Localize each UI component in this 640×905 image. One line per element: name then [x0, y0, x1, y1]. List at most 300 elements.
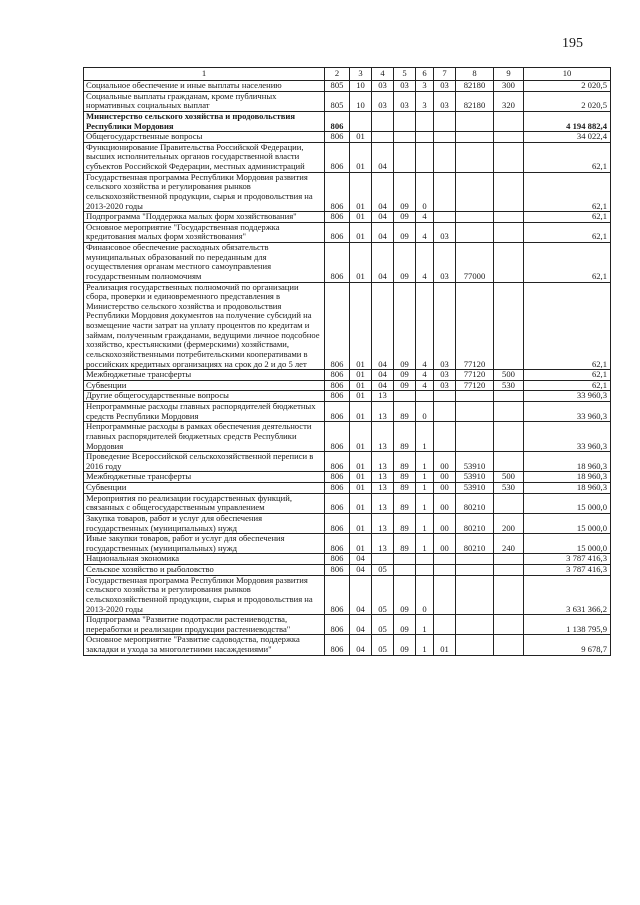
code-rz: 04: [350, 565, 372, 576]
code-sub: 3: [416, 91, 434, 111]
row-amount: 62,1: [524, 243, 611, 283]
code-gr: 806: [325, 142, 350, 172]
row-amount: 34 022,4: [524, 132, 611, 143]
code-prog: 89: [394, 472, 416, 483]
code-pr: 13: [372, 391, 394, 402]
code-sub: 1: [416, 472, 434, 483]
code-prog: [394, 142, 416, 172]
row-name: Проведение Всероссийской сельскохозяйственной переписи в 2016 году: [84, 452, 325, 472]
code-direction: 82180: [456, 91, 494, 111]
code-prog: 09: [394, 222, 416, 242]
code-sub: 1: [416, 422, 434, 452]
table-row: [84, 111, 611, 131]
code-prog: 03: [394, 91, 416, 111]
row-name: Закупка товаров, работ и услуг для обеспечения государственных (муниципальных) нужд: [84, 513, 325, 533]
code-direction: [456, 554, 494, 565]
code-direction: 77000: [456, 243, 494, 283]
column-header: 8: [456, 68, 494, 81]
code-event: 01: [434, 635, 456, 655]
code-event: 03: [434, 282, 456, 370]
code-rz: 01: [350, 243, 372, 283]
code-direction: 77120: [456, 370, 494, 381]
code-pr: 05: [372, 565, 394, 576]
code-pr: 04: [372, 172, 394, 212]
row-amount: 9 678,7: [524, 635, 611, 655]
code-rz: 01: [350, 534, 372, 554]
code-prog: [394, 132, 416, 143]
code-event: 03: [434, 91, 456, 111]
code-gr: 806: [325, 222, 350, 242]
code-prog: 09: [394, 380, 416, 391]
table-row: [84, 534, 611, 554]
table-row: [84, 222, 611, 242]
column-header: 10: [524, 68, 611, 81]
code-direction: [456, 615, 494, 635]
code-pr: 13: [372, 402, 394, 422]
table-row: [84, 243, 611, 283]
code-vr: [494, 282, 524, 370]
row-name: Мероприятия по реализации государственных функций, связанных с общегосударственным управлением: [84, 493, 325, 513]
table-row: [84, 493, 611, 513]
code-event: 03: [434, 222, 456, 242]
code-pr: 04: [372, 380, 394, 391]
code-rz: 04: [350, 554, 372, 565]
row-amount: 15 000,0: [524, 493, 611, 513]
code-rz: [350, 111, 372, 131]
column-header: 9: [494, 68, 524, 81]
code-direction: [456, 142, 494, 172]
row-amount: 18 960,3: [524, 472, 611, 483]
table-row: [84, 81, 611, 92]
code-event: 03: [434, 81, 456, 92]
code-event: [434, 132, 456, 143]
code-rz: 01: [350, 483, 372, 494]
table-row: [84, 565, 611, 576]
code-event: 03: [434, 243, 456, 283]
table-header-row: [84, 68, 611, 81]
code-event: [434, 212, 456, 223]
code-prog: 09: [394, 615, 416, 635]
code-prog: 89: [394, 493, 416, 513]
code-sub: 4: [416, 380, 434, 391]
code-event: 03: [434, 380, 456, 391]
code-pr: [372, 132, 394, 143]
code-rz: 01: [350, 142, 372, 172]
code-pr: 05: [372, 615, 394, 635]
budget-table-body: [84, 68, 611, 656]
code-direction: 53910: [456, 483, 494, 494]
table-row: [84, 391, 611, 402]
code-event: [434, 565, 456, 576]
code-rz: 10: [350, 81, 372, 92]
code-vr: 530: [494, 483, 524, 494]
code-pr: 13: [372, 422, 394, 452]
code-event: [434, 554, 456, 565]
row-amount: 18 960,3: [524, 452, 611, 472]
table-row: [84, 172, 611, 212]
code-rz: 01: [350, 513, 372, 533]
column-header: 1: [84, 68, 325, 81]
code-vr: [494, 402, 524, 422]
code-prog: 89: [394, 534, 416, 554]
code-pr: [372, 111, 394, 131]
row-name: Другие общегосударственные вопросы: [84, 391, 325, 402]
row-amount: 62,1: [524, 370, 611, 381]
code-vr: [494, 575, 524, 615]
code-gr: 806: [325, 172, 350, 212]
row-name: Межбюджетные трансферты: [84, 472, 325, 483]
code-vr: [494, 132, 524, 143]
code-rz: 01: [350, 422, 372, 452]
code-event: 00: [434, 472, 456, 483]
row-amount: 2 020,5: [524, 81, 611, 92]
row-amount: 62,1: [524, 282, 611, 370]
table-row: [84, 402, 611, 422]
table-row: [84, 282, 611, 370]
code-event: 00: [434, 513, 456, 533]
row-name: Функционирование Правительства Российской Федерации, высших исполнительных органов государственной власти субъектов Российской Федерации, местных администраций: [84, 142, 325, 172]
code-vr: [494, 565, 524, 576]
code-prog: 09: [394, 282, 416, 370]
table-row: [84, 132, 611, 143]
column-header: 7: [434, 68, 456, 81]
code-pr: 04: [372, 212, 394, 223]
row-name: Государственная программа Республики Мордовия развития сельского хозяйства и регулирования рынков сельскохозяйственной продукции, сырья и продовольствия на 2013-2020 годы: [84, 575, 325, 615]
code-sub: 0: [416, 575, 434, 615]
row-amount: 1 138 795,9: [524, 615, 611, 635]
row-amount: 33 960,3: [524, 391, 611, 402]
table-row: [84, 554, 611, 565]
code-rz: 01: [350, 132, 372, 143]
row-name: Социальные выплаты гражданам, кроме публичных нормативных социальных выплат: [84, 91, 325, 111]
code-rz: 01: [350, 472, 372, 483]
code-prog: 89: [394, 513, 416, 533]
code-gr: 806: [325, 513, 350, 533]
code-direction: 77120: [456, 380, 494, 391]
code-rz: 01: [350, 222, 372, 242]
code-gr: 806: [325, 402, 350, 422]
code-prog: 09: [394, 575, 416, 615]
code-direction: 80210: [456, 513, 494, 533]
code-direction: [456, 575, 494, 615]
code-prog: [394, 554, 416, 565]
code-sub: 4: [416, 243, 434, 283]
code-pr: 13: [372, 472, 394, 483]
row-amount: 62,1: [524, 212, 611, 223]
code-rz: 01: [350, 452, 372, 472]
code-gr: 806: [325, 243, 350, 283]
code-rz: 01: [350, 282, 372, 370]
row-name: Иные закупки товаров, работ и услуг для обеспечения государственных (муниципальных) нужд: [84, 534, 325, 554]
code-direction: [456, 111, 494, 131]
table-row: [84, 422, 611, 452]
code-vr: [494, 422, 524, 452]
code-vr: [494, 615, 524, 635]
code-pr: 04: [372, 222, 394, 242]
row-amount: 3 787 416,3: [524, 554, 611, 565]
code-event: [434, 402, 456, 422]
code-gr: 806: [325, 472, 350, 483]
code-vr: 200: [494, 513, 524, 533]
code-sub: 4: [416, 212, 434, 223]
code-sub: 1: [416, 513, 434, 533]
code-vr: 300: [494, 81, 524, 92]
code-vr: [494, 554, 524, 565]
code-rz: 04: [350, 575, 372, 615]
column-header: 4: [372, 68, 394, 81]
row-name: Государственная программа Республики Мордовия развития сельского хозяйства и регулирования рынков сельскохозяйственной продукции, сырья и продовольствия на 2013-2020 годы: [84, 172, 325, 212]
code-gr: 805: [325, 91, 350, 111]
code-vr: [494, 111, 524, 131]
row-name: Подпрограмма "Поддержка малых форм хозяйствования": [84, 212, 325, 223]
code-sub: 4: [416, 370, 434, 381]
code-direction: [456, 222, 494, 242]
row-name: Национальная экономика: [84, 554, 325, 565]
code-gr: 805: [325, 81, 350, 92]
code-pr: [372, 554, 394, 565]
row-amount: 33 960,3: [524, 402, 611, 422]
code-gr: 806: [325, 111, 350, 131]
code-vr: 500: [494, 472, 524, 483]
code-gr: 806: [325, 132, 350, 143]
row-name: Основное мероприятие "Развитие садоводства, поддержка закладки и ухода за многолетними насаждениями": [84, 635, 325, 655]
row-name: Финансовое обеспечение расходных обязательств муниципальных образований по переданным для осуществления органам местного самоуправления государственным полномочиям: [84, 243, 325, 283]
code-gr: 806: [325, 493, 350, 513]
code-pr: 03: [372, 81, 394, 92]
code-event: 00: [434, 452, 456, 472]
code-gr: 806: [325, 615, 350, 635]
code-sub: 4: [416, 222, 434, 242]
code-gr: 806: [325, 534, 350, 554]
row-amount: 33 960,3: [524, 422, 611, 452]
code-sub: 1: [416, 615, 434, 635]
code-pr: 13: [372, 534, 394, 554]
code-sub: [416, 554, 434, 565]
code-sub: 0: [416, 402, 434, 422]
column-header: 5: [394, 68, 416, 81]
code-pr: 13: [372, 513, 394, 533]
code-sub: 1: [416, 534, 434, 554]
code-event: [434, 575, 456, 615]
row-name: Субвенции: [84, 483, 325, 494]
code-vr: [494, 142, 524, 172]
code-event: 00: [434, 483, 456, 494]
code-prog: 09: [394, 212, 416, 223]
row-name: Субвенции: [84, 380, 325, 391]
code-gr: 806: [325, 422, 350, 452]
row-amount: 15 000,0: [524, 534, 611, 554]
row-amount: 62,1: [524, 222, 611, 242]
code-rz: 04: [350, 635, 372, 655]
code-sub: [416, 132, 434, 143]
code-prog: [394, 391, 416, 402]
code-direction: [456, 422, 494, 452]
code-vr: [494, 391, 524, 402]
row-name: Основное мероприятие "Государственная поддержка кредитования малых форм хозяйствования": [84, 222, 325, 242]
code-rz: 01: [350, 391, 372, 402]
code-prog: 89: [394, 402, 416, 422]
code-prog: [394, 111, 416, 131]
column-header: 2: [325, 68, 350, 81]
code-direction: 53910: [456, 452, 494, 472]
code-sub: 1: [416, 483, 434, 494]
table-row: [84, 472, 611, 483]
code-sub: [416, 111, 434, 131]
code-event: 00: [434, 493, 456, 513]
code-rz: 01: [350, 370, 372, 381]
code-pr: 13: [372, 483, 394, 494]
code-direction: [456, 391, 494, 402]
code-rz: 10: [350, 91, 372, 111]
code-direction: 80210: [456, 534, 494, 554]
row-name: Социальное обеспечение и иные выплаты населению: [84, 81, 325, 92]
code-prog: 89: [394, 422, 416, 452]
code-gr: 806: [325, 282, 350, 370]
code-prog: 89: [394, 452, 416, 472]
table-row: [84, 635, 611, 655]
column-header: 6: [416, 68, 434, 81]
row-name: Непрограммные расходы в рамках обеспечения деятельности главных распорядителей бюджетных средств Республики Мордовия: [84, 422, 325, 452]
code-pr: 04: [372, 282, 394, 370]
table-row: [84, 142, 611, 172]
code-rz: 01: [350, 493, 372, 513]
code-direction: [456, 212, 494, 223]
table-row: [84, 575, 611, 615]
code-vr: 500: [494, 370, 524, 381]
code-event: [434, 142, 456, 172]
row-amount: 4 194 882,4: [524, 111, 611, 131]
table-row: [84, 212, 611, 223]
code-pr: 05: [372, 575, 394, 615]
code-sub: 0: [416, 172, 434, 212]
table-row: [84, 513, 611, 533]
code-sub: [416, 391, 434, 402]
code-rz: 04: [350, 615, 372, 635]
code-pr: 05: [372, 635, 394, 655]
code-vr: 530: [494, 380, 524, 391]
code-event: [434, 615, 456, 635]
row-name: Межбюджетные трансферты: [84, 370, 325, 381]
code-direction: [456, 635, 494, 655]
code-vr: 320: [494, 91, 524, 111]
code-vr: [494, 493, 524, 513]
code-rz: 01: [350, 172, 372, 212]
code-vr: [494, 243, 524, 283]
code-event: [434, 172, 456, 212]
code-gr: 806: [325, 380, 350, 391]
code-direction: 53910: [456, 472, 494, 483]
code-gr: 806: [325, 554, 350, 565]
code-prog: 09: [394, 370, 416, 381]
row-name: Реализация государственных полномочий по организации сбора, проверки и единовременного представления в Министерство сельского хозяйства и продовольствия Республики Мордовия документов на получение субсидий на возмещение части затрат на уплату процентов по кредитам и займам, полученным гражданами, ведущими личное подсобное хозяйство, крестьянскими (фермерскими) хозяйствами, сельскохозяйственными потребительскими кооперативами в российских кредитных организациях на срок до 2 и до 5 лет: [84, 282, 325, 370]
table-row: [84, 615, 611, 635]
code-vr: [494, 635, 524, 655]
code-pr: 13: [372, 493, 394, 513]
code-gr: 806: [325, 483, 350, 494]
code-gr: 806: [325, 565, 350, 576]
code-direction: 82180: [456, 81, 494, 92]
row-name: Министерство сельского хозяйства и продовольствия Республики Мордовия: [84, 111, 325, 131]
code-event: 03: [434, 370, 456, 381]
code-direction: [456, 172, 494, 212]
code-event: [434, 391, 456, 402]
code-direction: [456, 402, 494, 422]
code-prog: 09: [394, 635, 416, 655]
code-prog: 89: [394, 483, 416, 494]
code-direction: 80210: [456, 493, 494, 513]
table-row: [84, 380, 611, 391]
code-sub: 1: [416, 493, 434, 513]
code-sub: 4: [416, 282, 434, 370]
code-vr: 240: [494, 534, 524, 554]
code-pr: 04: [372, 243, 394, 283]
code-pr: 04: [372, 370, 394, 381]
code-gr: 806: [325, 370, 350, 381]
code-gr: 806: [325, 635, 350, 655]
code-pr: 04: [372, 142, 394, 172]
table-row: [84, 452, 611, 472]
code-sub: 3: [416, 81, 434, 92]
row-amount: 3 631 366,2: [524, 575, 611, 615]
code-prog: 09: [394, 172, 416, 212]
code-rz: 01: [350, 212, 372, 223]
code-prog: 09: [394, 243, 416, 283]
code-direction: [456, 565, 494, 576]
code-gr: 806: [325, 212, 350, 223]
code-prog: 03: [394, 81, 416, 92]
row-name: Непрограммные расходы главных распорядителей бюджетных средств Республики Мордовия: [84, 402, 325, 422]
row-amount: 3 787 416,3: [524, 565, 611, 576]
row-amount: 18 960,3: [524, 483, 611, 494]
code-vr: [494, 212, 524, 223]
row-name: Общегосударственные вопросы: [84, 132, 325, 143]
code-prog: [394, 565, 416, 576]
code-event: [434, 111, 456, 131]
table-row: [84, 483, 611, 494]
code-sub: [416, 565, 434, 576]
code-event: 00: [434, 534, 456, 554]
row-amount: 62,1: [524, 172, 611, 212]
column-header: 3: [350, 68, 372, 81]
code-sub: 1: [416, 635, 434, 655]
table-row: [84, 91, 611, 111]
code-direction: [456, 132, 494, 143]
row-name: Подпрограмма "Развитие подотрасли растениеводства, переработки и реализации продукции растениеводства": [84, 615, 325, 635]
code-rz: 01: [350, 402, 372, 422]
code-event: [434, 422, 456, 452]
code-vr: [494, 222, 524, 242]
code-vr: [494, 172, 524, 212]
budget-table: [83, 67, 611, 656]
code-pr: 03: [372, 91, 394, 111]
code-gr: 806: [325, 452, 350, 472]
page-number: 195: [562, 36, 583, 51]
code-pr: 13: [372, 452, 394, 472]
code-rz: 01: [350, 380, 372, 391]
code-vr: [494, 452, 524, 472]
code-gr: 806: [325, 391, 350, 402]
code-sub: [416, 142, 434, 172]
row-amount: 2 020,5: [524, 91, 611, 111]
row-amount: 62,1: [524, 142, 611, 172]
row-amount: 62,1: [524, 380, 611, 391]
row-name: Сельское хозяйство и рыболовство: [84, 565, 325, 576]
code-direction: 77120: [456, 282, 494, 370]
row-amount: 15 000,0: [524, 513, 611, 533]
code-gr: 806: [325, 575, 350, 615]
table-row: [84, 370, 611, 381]
code-sub: 1: [416, 452, 434, 472]
